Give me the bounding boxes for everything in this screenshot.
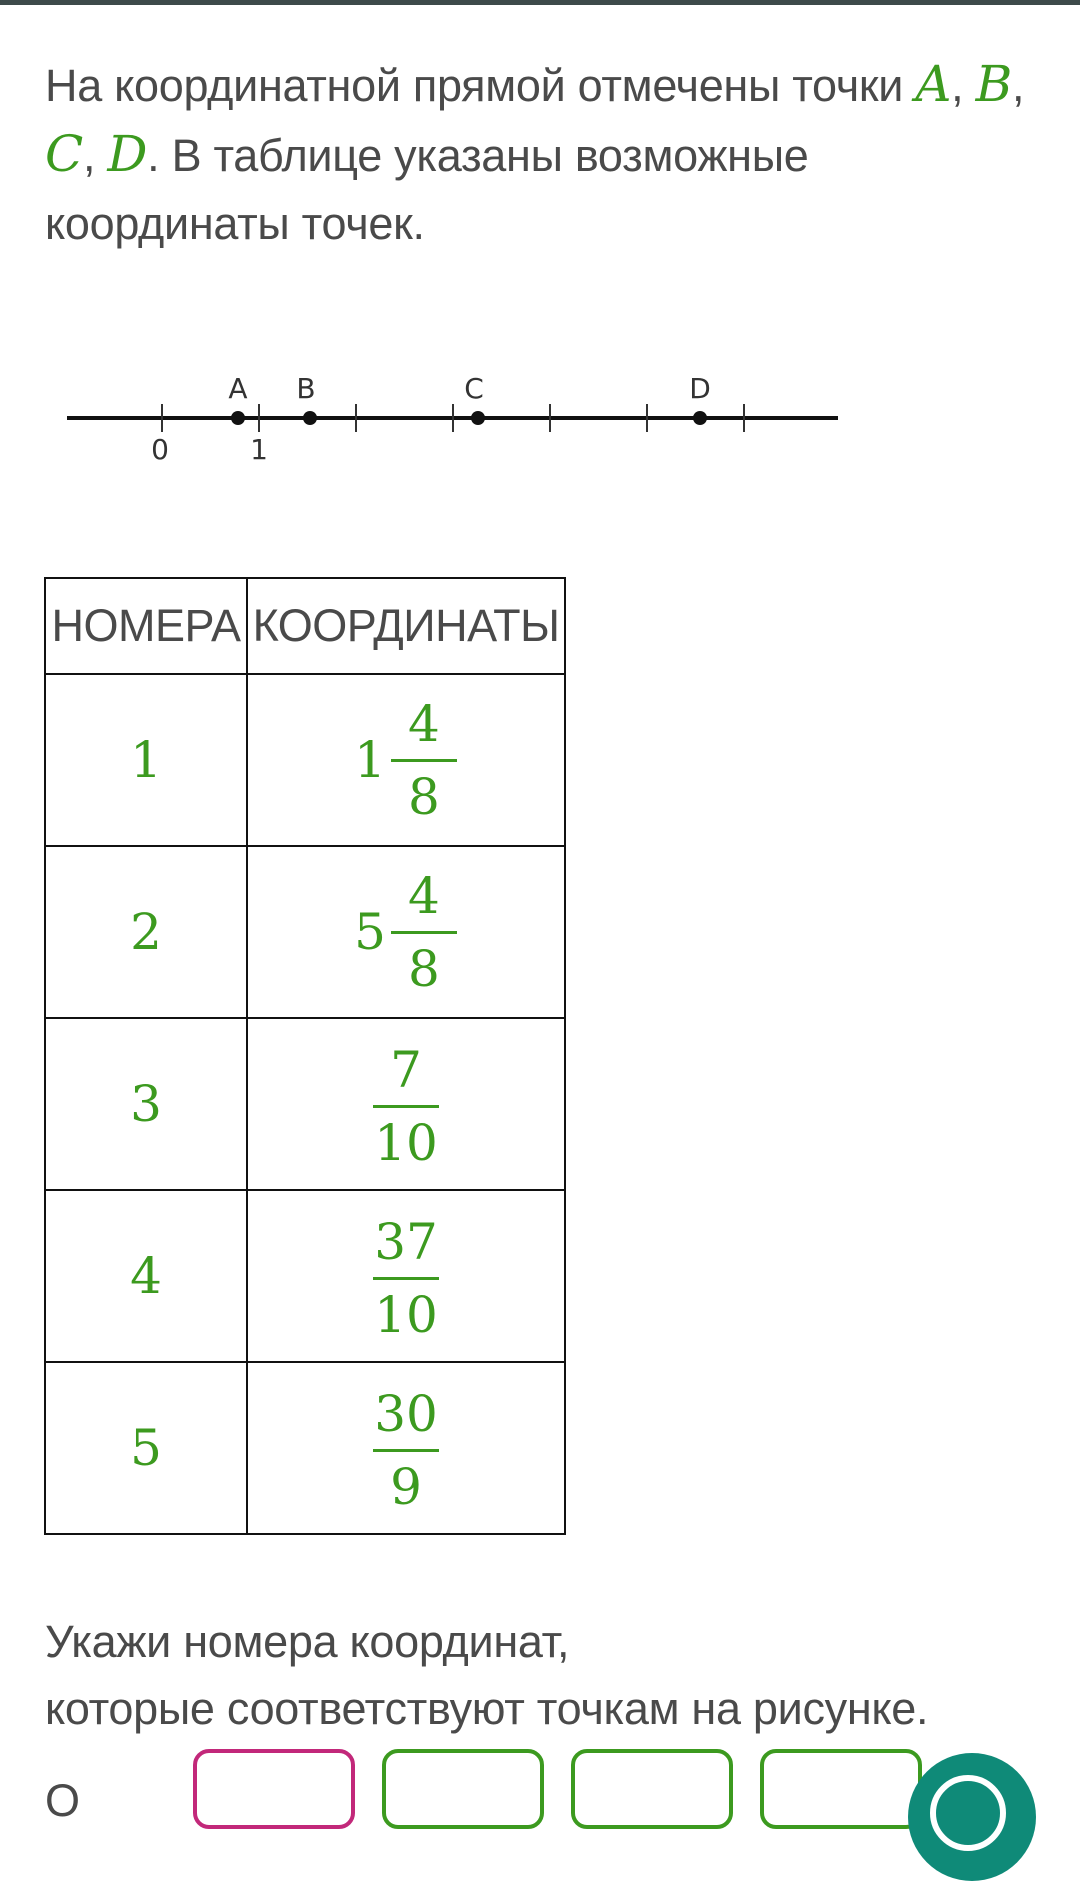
point-A-label: A (228, 372, 248, 405)
fraction (370, 1384, 442, 1516)
fraction-denominator: 10 (374, 1285, 438, 1344)
separator: , (951, 60, 976, 111)
fraction-numerator: 4 (408, 866, 440, 925)
answer-input-C[interactable] (571, 1749, 733, 1829)
fraction-numerator: 4 (408, 694, 440, 753)
row-coordinate (247, 674, 565, 846)
task-statement (45, 50, 1035, 258)
table-row (45, 1018, 565, 1190)
fab-icon (930, 1775, 1006, 1851)
fraction-denominator: 10 (374, 1113, 438, 1172)
row-coordinate (247, 846, 565, 1018)
row-coordinate (247, 1190, 565, 1362)
row-coordinate (247, 1018, 565, 1190)
header-coordinates: КООРДИНАТЫ (247, 578, 565, 674)
fraction-wrap (370, 1040, 442, 1172)
coordinates-table (44, 577, 566, 1535)
fraction-whole: 1 (354, 731, 386, 789)
table-row (45, 1362, 565, 1534)
row-number: 2 (45, 846, 247, 1018)
header-numbers: НОМЕРА (45, 578, 247, 674)
table-row (45, 846, 565, 1018)
fraction-whole: 5 (354, 903, 386, 961)
tick-label-1: 1 (250, 433, 268, 466)
tick-label-0: 0 (151, 433, 169, 466)
instruction (45, 1608, 1035, 1742)
separator: , (1012, 60, 1025, 111)
row-coordinate (247, 1362, 565, 1534)
task-text-end: . В таблице указаны возможные координаты точек. (45, 130, 809, 249)
fraction (390, 866, 458, 998)
fraction (370, 1040, 442, 1172)
fraction-wrap (370, 1212, 442, 1344)
point-D-dot (693, 411, 707, 425)
number-line-figure (60, 360, 860, 480)
fraction-denominator: 9 (390, 1457, 422, 1516)
answer-input-A[interactable] (193, 1749, 355, 1829)
table-header-row (45, 578, 565, 674)
top-bar (0, 0, 1080, 5)
fraction (390, 694, 458, 826)
point-B-var: B (975, 55, 1013, 113)
table-row (45, 674, 565, 846)
point-A-var: A (915, 55, 952, 113)
row-number: 4 (45, 1190, 247, 1362)
answer-row-label: О (45, 1775, 81, 1826)
point-C-var: C (45, 125, 83, 183)
fraction-denominator: 8 (408, 939, 440, 998)
point-D-label: D (689, 372, 711, 405)
row-number: 3 (45, 1018, 247, 1190)
row-number: 5 (45, 1362, 247, 1534)
fraction-denominator: 8 (408, 767, 440, 826)
separator: , (82, 130, 108, 181)
fraction-numerator: 7 (390, 1040, 422, 1099)
row-number: 1 (45, 674, 247, 846)
point-B-dot (303, 411, 317, 425)
point-D-var: D (107, 125, 148, 183)
mixed-fraction (354, 694, 458, 826)
task-text-start: На координатной прямой отмечены точки (45, 60, 916, 111)
answer-input-B[interactable] (382, 1749, 544, 1829)
answer-row (0, 1745, 1080, 1826)
fraction-numerator: 30 (374, 1384, 438, 1443)
number-line (60, 360, 860, 480)
answer-input-D[interactable] (760, 1749, 922, 1829)
fraction-wrap (370, 1384, 442, 1516)
table-row (45, 1190, 565, 1362)
fraction (370, 1212, 442, 1344)
point-C-label: C (464, 372, 484, 405)
point-C-dot (471, 411, 485, 425)
fraction-numerator: 37 (374, 1212, 438, 1271)
point-A-dot (231, 411, 245, 425)
floating-action-button[interactable] (908, 1753, 1036, 1881)
point-B-label: B (296, 372, 316, 405)
mixed-fraction (354, 866, 458, 998)
instruction-line-1: Укажи номера координат, (45, 1616, 570, 1667)
instruction-line-2: которые соответствуют точкам на рисунке. (45, 1683, 929, 1734)
